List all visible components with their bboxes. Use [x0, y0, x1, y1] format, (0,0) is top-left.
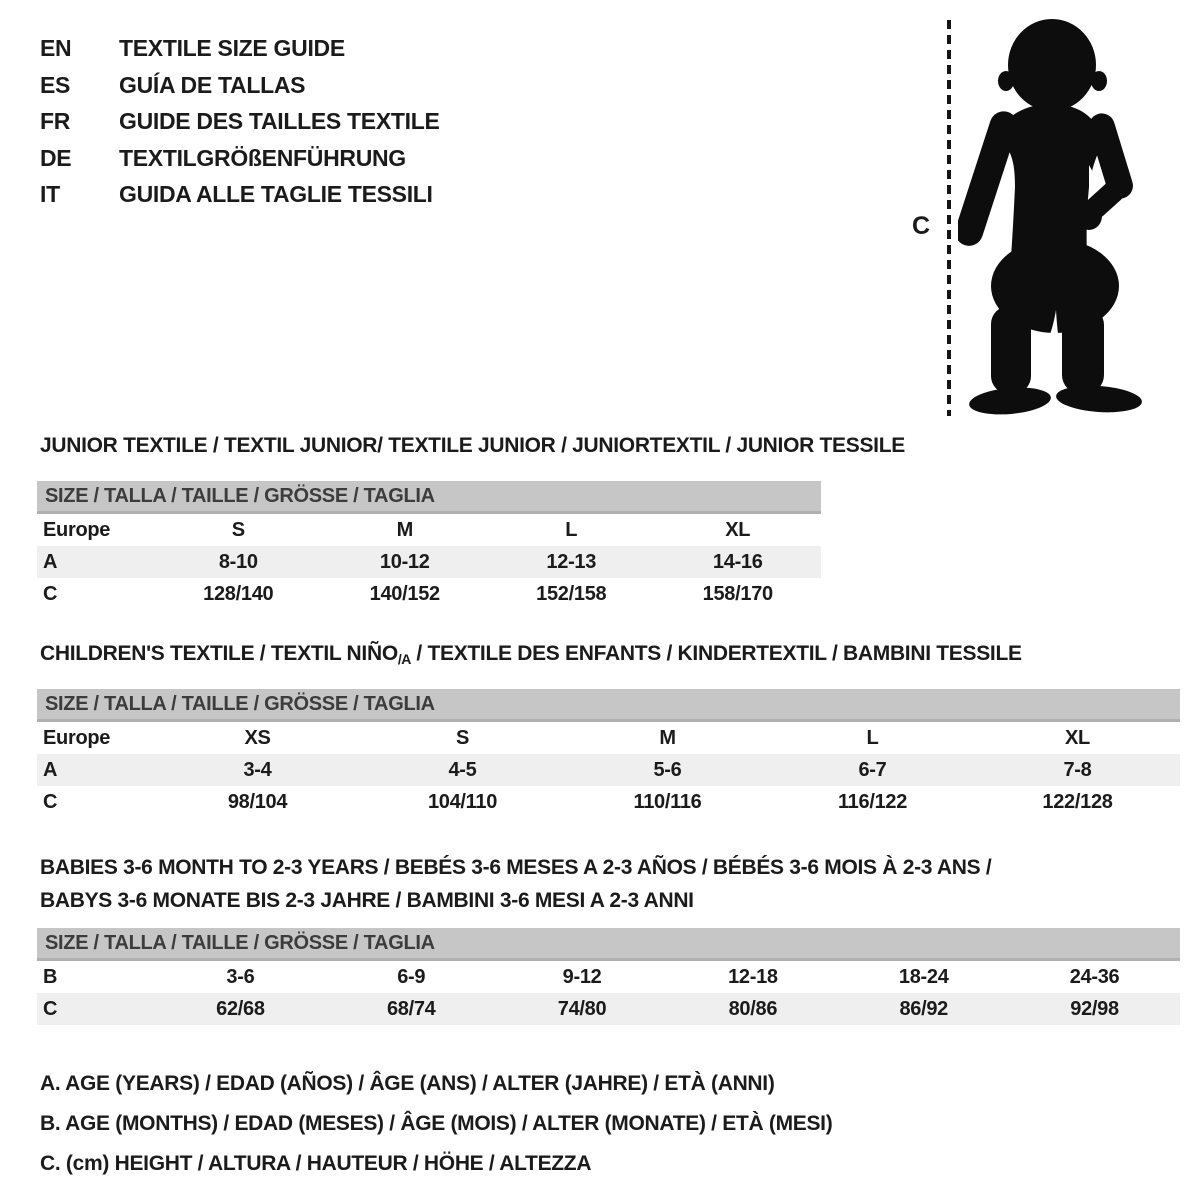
size-cell: 14-16	[712, 551, 763, 573]
children-title-text: / TEXTILE DES ENFANTS / KINDERTEXTIL / BAMBINI TESSILE	[410, 642, 1022, 665]
size-cell: 8-10	[218, 551, 258, 573]
size-cell: 18-24	[898, 966, 949, 988]
size-cell: S	[231, 519, 245, 541]
language-title: GUÍA DE TALLAS	[119, 71, 306, 98]
size-cell: 12-18	[728, 966, 778, 988]
legend-line-b: B. AGE (MONTHS) / EDAD (MESES) / ÂGE (MOIS) / ALTER (MONATE) / ETÀ (MESI)	[40, 1112, 833, 1135]
size-cell: 122/128	[1042, 791, 1113, 813]
size-cell: 24-36	[1069, 966, 1120, 988]
size-cell: XS	[244, 727, 271, 749]
legend-line-c: C. (cm) HEIGHT / ALTURA / HAUTEUR / HÖHE / ALTEZZA	[40, 1152, 592, 1175]
toddler-silhouette-icon	[958, 18, 1153, 418]
row-label: C	[43, 791, 58, 813]
legend-line-a: A. AGE (YEARS) / EDAD (AÑOS) / ÂGE (ANS) / ALTER (JAHRE) / ETÀ (ANNI)	[40, 1072, 775, 1095]
language-code: IT	[40, 181, 60, 207]
table-row-europe	[37, 722, 1180, 754]
size-cell: 158/170	[702, 583, 773, 605]
height-measure-label: C	[912, 212, 930, 240]
table-row-b	[37, 961, 1180, 993]
size-cell: 140/152	[369, 583, 440, 605]
size-cell: M	[396, 519, 413, 541]
size-table-header: SIZE / TALLA / TAILLE / GRÖSSE / TAGLIA	[37, 689, 1180, 722]
size-table-header: SIZE / TALLA / TAILLE / GRÖSSE / TAGLIA	[37, 481, 821, 514]
children-title-text: CHILDREN'S TEXTILE / TEXTIL NIÑO	[40, 642, 398, 665]
language-list	[40, 30, 440, 213]
size-cell: L	[866, 727, 879, 749]
language-row-it	[40, 176, 440, 213]
size-cell: 9-12	[562, 966, 602, 988]
row-label: B	[43, 966, 58, 988]
size-cell: L	[565, 519, 578, 541]
language-code: FR	[40, 108, 71, 134]
table-row-a	[37, 754, 1180, 786]
babies-title-line1: BABIES 3-6 MONTH TO 2-3 YEARS / BEBÉS 3-6 MESES A 2-3 AÑOS / BÉBÉS 3-6 MOIS À 2-3 ANS /	[40, 856, 992, 879]
size-cell: 5-6	[653, 759, 682, 781]
size-cell: S	[455, 727, 470, 749]
size-cell: 104/110	[427, 791, 498, 813]
size-table-header: SIZE / TALLA / TAILLE / GRÖSSE / TAGLIA	[37, 928, 1180, 961]
language-title: TEXTILE SIZE GUIDE	[119, 35, 345, 61]
size-cell: M	[659, 727, 676, 749]
size-cell: 6-9	[397, 966, 426, 988]
table-row-c	[37, 786, 1180, 818]
language-title: TEXTILGRÖßENFÜHRUNG	[119, 144, 406, 171]
size-cell: XL	[725, 519, 751, 541]
size-cell: 152/158	[536, 583, 607, 605]
junior-section-title: JUNIOR TEXTILE / TEXTIL JUNIOR/ TEXTILE JUNIOR / JUNIORTEXTIL / JUNIOR TESSILE	[40, 434, 905, 457]
table-row-a	[37, 546, 821, 578]
size-cell: 3-6	[226, 966, 255, 988]
table-row-c	[37, 578, 821, 610]
size-cell: 80/86	[728, 998, 778, 1020]
row-label: Europe	[43, 727, 111, 749]
size-cell: 98/104	[227, 791, 288, 813]
language-title: GUIDA ALLE TAGLIE TESSILI	[119, 181, 433, 207]
height-measure-dashed-line	[947, 20, 951, 416]
children-title-subscript: /A	[397, 651, 411, 667]
children-section-title	[40, 642, 1022, 666]
row-label: Europe	[43, 519, 111, 541]
size-cell: 128/140	[203, 583, 274, 605]
children-size-table	[37, 689, 1180, 818]
table-row-c	[37, 993, 1180, 1025]
size-cell: 7-8	[1063, 759, 1092, 781]
size-cell: 110/116	[633, 791, 702, 813]
size-cell: 12-13	[546, 551, 597, 573]
size-cell: 92/98	[1070, 998, 1119, 1020]
row-label: C	[43, 583, 58, 605]
language-row-de	[40, 140, 440, 177]
size-cell: XL	[1065, 727, 1090, 749]
language-title: GUIDE DES TAILLES TEXTILE	[119, 108, 440, 134]
size-cell: 74/80	[557, 998, 607, 1020]
babies-title-line2: BABYS 3-6 MONATE BIS 2-3 JAHRE / BAMBINI 3-6 MESI A 2-3 ANNI	[40, 889, 694, 912]
language-code: EN	[40, 35, 72, 61]
size-cell: 116/122	[837, 791, 908, 813]
size-cell: 86/92	[899, 998, 948, 1020]
language-row-es	[40, 67, 440, 104]
language-code: DE	[40, 144, 72, 171]
size-cell: 68/74	[386, 998, 436, 1020]
row-label: A	[43, 551, 58, 573]
table-row-europe	[37, 514, 821, 546]
language-code: ES	[40, 71, 71, 98]
size-cell: 10-12	[379, 551, 430, 573]
babies-size-table	[37, 928, 1180, 1025]
size-cell: 3-4	[243, 759, 272, 781]
language-row-fr	[40, 103, 440, 140]
size-cell: 6-7	[858, 759, 887, 781]
legend	[40, 1064, 832, 1184]
size-cell: 4-5	[448, 759, 477, 781]
row-label: C	[43, 998, 58, 1020]
language-row-en	[40, 30, 440, 67]
babies-section-title	[40, 851, 991, 917]
row-label: A	[43, 759, 58, 781]
junior-size-table	[37, 481, 821, 610]
size-cell: 62/68	[216, 998, 265, 1020]
